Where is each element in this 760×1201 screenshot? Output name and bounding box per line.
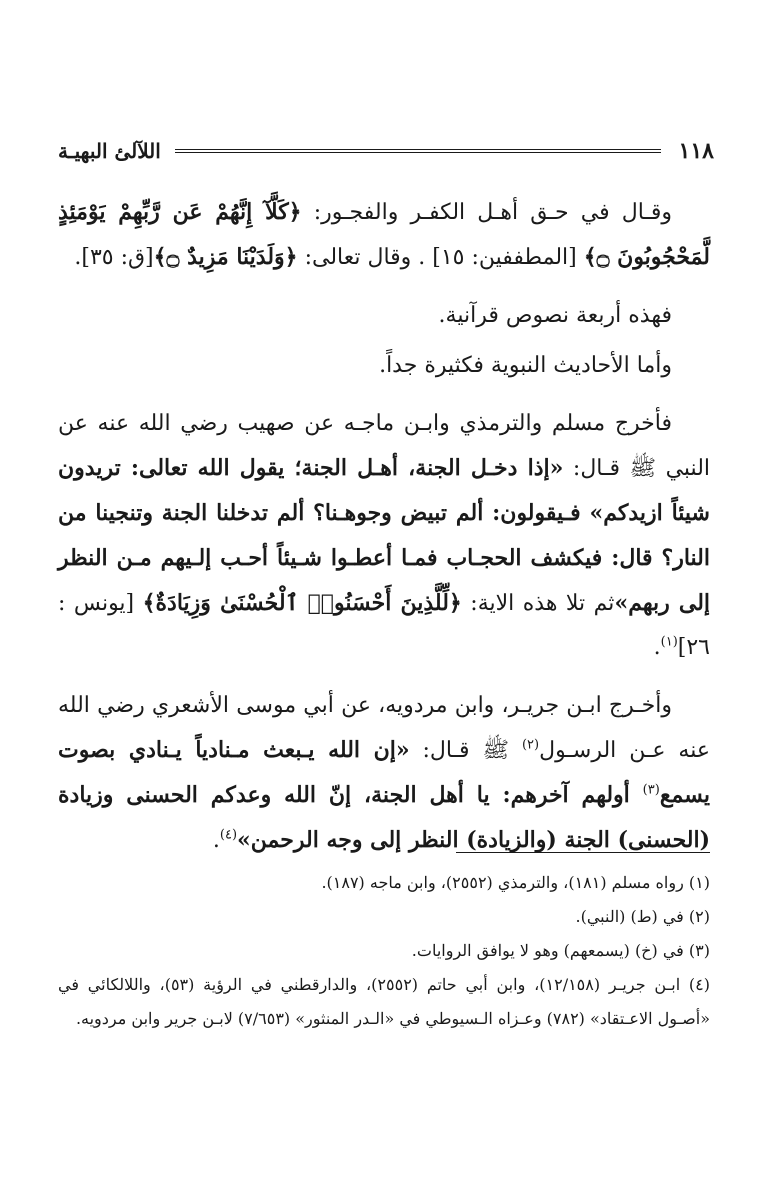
- footnotes: [58, 866, 710, 1036]
- main-text: [58, 190, 710, 877]
- text-segment: وأخـرج ابـن جريـر، وابن مردويه، عن أبي موسى الأشعري رضي الله عنه عـن الرسـول: [58, 693, 710, 763]
- citation: [ق: ٣٥].: [74, 245, 154, 270]
- footnote-separator: [456, 852, 710, 853]
- hadith-text: أولهم آخرهم: يا أهل الجنة، إنّ الله وعدكم الحسنى وزيادة (الحسنى) الجنة (والزيادة) النظر إلى وجه الرحمن»: [58, 782, 710, 853]
- quran-verse: ﴿لِّلَّذِينَ أَحْسَنُوا۟ ٱلْحُسْنَىٰ وَزِيَادَةٌ﴾: [142, 590, 462, 616]
- footnote-ref[interactable]: (٣): [642, 782, 660, 798]
- quran-verse: ﴿وَلَدَيْنَا مَزِيدٌ ۝﴾: [153, 244, 298, 270]
- running-header: [58, 136, 714, 166]
- citation: [المطففين: ١٥] . وقال تعالى:: [297, 245, 584, 270]
- paragraph-hadith-abu-musa: [58, 684, 710, 863]
- footnote-3: (٣) في (خ) (يسمعهم) وهو لا يوافق الروايات.: [411, 941, 710, 960]
- hadith-text: «إذا دخـل الجنة، أهـل الجنة؛ يقول الله تعالى: تريدون شيئاً ازيدكم» فـيقولون: ألم تبيض وجوهـنا؟ ألم تدخلنا الجنة وتنجينا من النار؟ قال: فيكشف الحجـاب فمـا أعطـوا شـيئاً أحـب إلـيهم مـن النظر إلى ربهم»: [58, 455, 711, 616]
- header-rule: [175, 149, 661, 153]
- citation: [يونس : ٢٦]: [58, 591, 710, 660]
- paragraph-summary: فهذه أربعة نصوص قرآنية.: [438, 303, 672, 328]
- text-segment: ثم تلا هذه الاية:: [461, 591, 615, 616]
- text-segment: .: [653, 635, 661, 660]
- text-segment: .: [212, 828, 220, 853]
- text-segment: وقـال في حـق أهـل الكفـر والفجـور:: [301, 200, 673, 225]
- hadith-text: «إن الله يـبعث مـنادياً يـنادي بصوت يسمع: [58, 737, 710, 808]
- footnote-1: (١) رواه مسلم (١٨١)، والترمذي (٢٥٥٢)، وابن ماجه (١٨٧).: [321, 873, 710, 892]
- quran-verse: ﴿كَلَّآ إِنَّهُمْ عَن رَّبِّهِمْ يَوْمَئِذٍ لَّمَحْجُوبُونَ ۝﴾: [58, 199, 710, 270]
- footnote-ref[interactable]: (٢): [521, 737, 540, 753]
- footnote-ref[interactable]: (٤): [219, 827, 238, 843]
- footnote-2: (٢) في (ط) (النبي).: [575, 907, 710, 926]
- text-segment: فأخرج مسلم والترمذي وابـن ماجـه عن صهيب رضي الله عنه عن النبي ﷺ قـال:: [58, 411, 711, 481]
- paragraph-hadith-suhaib: [58, 402, 710, 670]
- page-number: ١١٨: [678, 138, 714, 164]
- paragraph-hadith-intro: وأما الأحاديث النبوية فكثيرة جداً.: [379, 353, 672, 378]
- paragraph-quran-verses: [58, 190, 710, 280]
- footnote-4: (٤) ابـن جريـر (١٢/١٥٨)، وابن أبي حاتم (٢٥٥٢)، والدارقطني في الرؤية (٥٣)، واللالكائي في «أصـول الاعـتقاد» (٧٨٢) وعـزاه الـسيوطي في «الـدر المنثور» (٧/٦٥٣) لابـن جرير وابن مردويه.: [58, 975, 711, 1028]
- footnote-ref[interactable]: (١): [660, 634, 678, 650]
- book-title: اللآلئ البهيـة: [58, 139, 161, 163]
- text-segment: ﷺ قـال:: [409, 738, 522, 763]
